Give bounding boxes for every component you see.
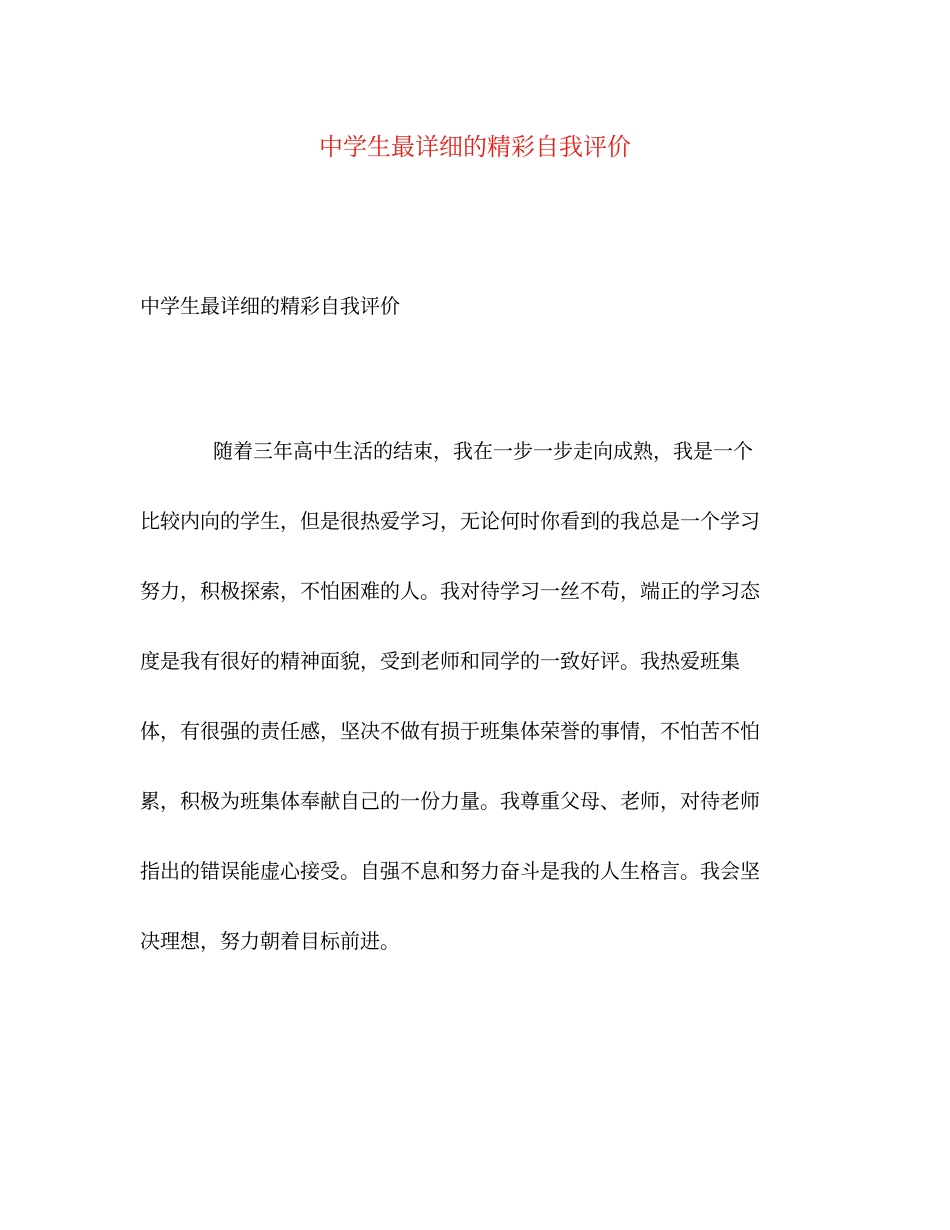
body-paragraph xyxy=(140,416,816,976)
body-line: 体，有很强的责任感，坚决不做有损于班集体荣誉的事情，不怕苦不怕 xyxy=(140,719,760,743)
document-title: 中学生最详细的精彩自我评价 xyxy=(319,133,631,161)
body-line: 比较内向的学生，但是很热爱学习，无论何时你看到的我总是一个学习 xyxy=(140,509,760,533)
body-line: 指出的错误能虚心接受。自强不息和努力奋斗是我的人生格言。我会坚 xyxy=(140,859,760,883)
body-line: 累，积极为班集体奉献自己的一份力量。我尊重父母、老师，对待老师 xyxy=(140,789,760,813)
body-line: 决理想，努力朝着目标前进。 xyxy=(140,929,400,953)
document-subtitle: 中学生最详细的精彩自我评价 xyxy=(140,294,400,318)
body-line: 努力，积极探索，不怕困难的人。我对待学习一丝不苟，端正的学习态 xyxy=(140,579,760,603)
body-line: 随着三年高中生活的结束，我在一步一步走向成熟，我是一个 xyxy=(213,439,753,463)
body-line: 度是我有很好的精神面貌，受到老师和同学的一致好评。我热爱班集 xyxy=(140,649,740,673)
